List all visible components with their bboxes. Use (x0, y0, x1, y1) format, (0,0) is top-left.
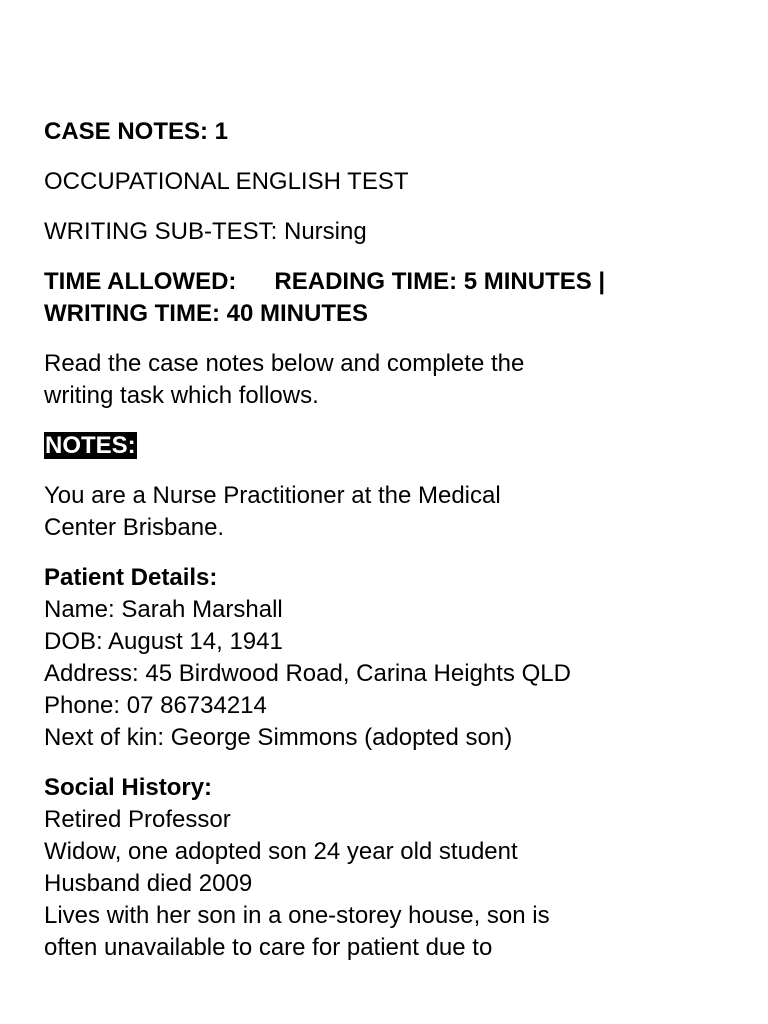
sub-test: WRITING SUB-TEST: Nursing (44, 218, 367, 245)
time-allowed-line (44, 266, 744, 298)
social-history-line: Husband died 2009 (44, 870, 253, 897)
social-history-heading: Social History: (44, 774, 213, 801)
notes-label-line (44, 430, 744, 462)
patient-phone: Phone: 07 86734214 (44, 692, 267, 719)
document-page (44, 116, 744, 964)
notes-intro-line-2: Center Brisbane. (44, 514, 225, 541)
social-history-line: Lives with her son in a one-storey house, son is (44, 902, 550, 929)
patient-address: Address: 45 Birdwood Road, Carina Heights QLD (44, 660, 571, 687)
spacer (44, 412, 744, 430)
spacer (44, 544, 744, 562)
notes-label: NOTES: (45, 432, 136, 459)
instructions-line-2: writing task which follows. (44, 382, 319, 409)
social-history-line: often unavailable to care for patient due to (44, 934, 493, 961)
patient-next-of-kin: Next of kin: George Simmons (adopted son) (44, 724, 513, 751)
spacer (44, 248, 744, 266)
time-allowed-label: TIME ALLOWED: (44, 268, 237, 295)
patient-name: Name: Sarah Marshall (44, 596, 283, 623)
spacer (44, 462, 744, 480)
instructions-line-1: Read the case notes below and complete the (44, 350, 525, 377)
test-name: OCCUPATIONAL ENGLISH TEST (44, 168, 409, 195)
spacer (44, 148, 744, 166)
spacer (44, 330, 744, 348)
spacer (44, 198, 744, 216)
patient-details-heading: Patient Details: (44, 564, 218, 591)
reading-time: READING TIME: 5 MINUTES | (274, 268, 606, 295)
writing-time: WRITING TIME: 40 MINUTES (44, 300, 368, 327)
notes-intro-line-1: You are a Nurse Practitioner at the Medical (44, 482, 501, 509)
patient-dob: DOB: August 14, 1941 (44, 628, 283, 655)
social-history-line: Retired Professor (44, 806, 231, 833)
case-notes-title: CASE NOTES: 1 (44, 118, 229, 145)
spacer (44, 754, 744, 772)
social-history-line: Widow, one adopted son 24 year old student (44, 838, 518, 865)
